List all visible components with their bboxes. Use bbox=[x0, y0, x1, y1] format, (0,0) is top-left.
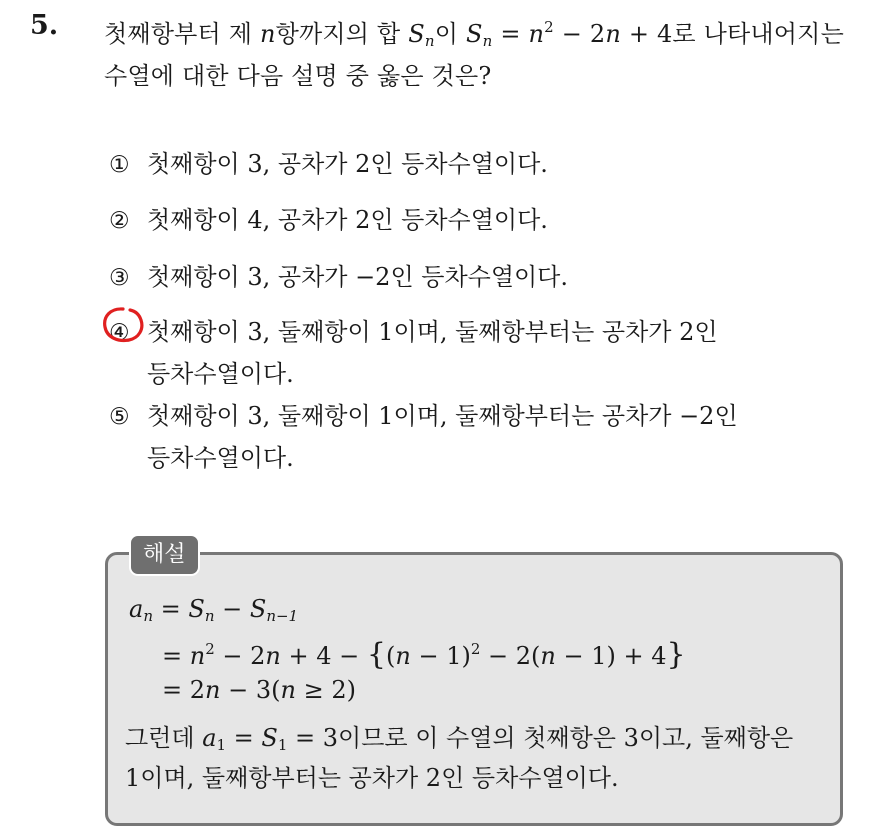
solution-text: = 3이므로 이 수열의 첫째항은 3이고, 둘째항은 bbox=[287, 724, 794, 752]
var-n: n bbox=[189, 642, 206, 670]
question-text-line-2: 수열에 대한 다음 설명 중 옳은 것은? bbox=[104, 62, 492, 90]
choice-text-continued: 등차수열이다. bbox=[147, 360, 294, 388]
var-n: n bbox=[205, 676, 221, 704]
question-text: + 4로 나타내어지는 bbox=[621, 20, 844, 48]
var-S: S bbox=[188, 595, 205, 623]
var-S: S bbox=[465, 20, 483, 48]
math-text: − 2( bbox=[480, 642, 541, 670]
subscript-n: n bbox=[204, 607, 215, 625]
math-text: − 3( bbox=[220, 676, 281, 704]
solution-math-line-2 bbox=[162, 637, 686, 672]
superscript: 2 bbox=[544, 18, 554, 36]
math-text: − 2 bbox=[214, 642, 266, 670]
var-n: n bbox=[540, 642, 556, 670]
solution-label: 해설 bbox=[129, 534, 200, 576]
choice-text: 첫째항이 3, 공차가 2인 등차수열이다. bbox=[147, 150, 548, 178]
minus-sign: − bbox=[214, 595, 250, 623]
choice-3[interactable] bbox=[109, 257, 568, 292]
subscript-n: n bbox=[424, 32, 435, 50]
solution-math-line-3 bbox=[162, 676, 356, 704]
solution-text-line-2: 1이며, 둘째항부터는 공차가 2인 등차수열이다. bbox=[125, 764, 619, 792]
var-a: a bbox=[129, 595, 144, 623]
var-n: n bbox=[280, 676, 296, 704]
equals-sign: = bbox=[492, 20, 529, 48]
var-a: a bbox=[202, 724, 217, 752]
choice-marker: ④ bbox=[109, 320, 130, 346]
answer-circle-icon bbox=[101, 305, 145, 345]
math-text: ≥ 2) bbox=[295, 676, 356, 704]
subscript-1: 1 bbox=[277, 736, 288, 754]
math-text: − 1) + 4 bbox=[555, 642, 667, 670]
var-n: n bbox=[605, 20, 621, 48]
left-brace: { bbox=[366, 637, 386, 672]
choice-text: 첫째항이 3, 둘째항이 1이며, 둘째항부터는 공차가 2인 bbox=[147, 318, 718, 346]
var-n: n bbox=[265, 642, 281, 670]
choice-5[interactable] bbox=[109, 396, 738, 472]
choice-text: 첫째항이 4, 공차가 2인 등차수열이다. bbox=[147, 206, 548, 234]
var-S: S bbox=[249, 595, 267, 623]
choice-text: 첫째항이 3, 둘째항이 1이며, 둘째항부터는 공차가 −2인 bbox=[147, 402, 738, 430]
subscript-n: n bbox=[482, 32, 493, 50]
question-text: 항까지의 합 bbox=[275, 20, 409, 48]
math-text: − 1) bbox=[410, 642, 471, 670]
right-brace: } bbox=[666, 637, 686, 672]
solution-text-line-1 bbox=[125, 718, 793, 754]
question-number: 5. bbox=[30, 10, 59, 41]
choice-2[interactable] bbox=[109, 200, 548, 235]
choice-text: 첫째항이 3, 공차가 −2인 등차수열이다. bbox=[147, 263, 568, 291]
subscript-n: n bbox=[143, 607, 153, 625]
superscript: 2 bbox=[470, 640, 481, 658]
math-text: = 2 bbox=[162, 676, 206, 704]
choice-marker: ③ bbox=[109, 265, 130, 291]
var-n: n bbox=[259, 20, 276, 48]
superscript: 2 bbox=[205, 640, 215, 658]
var-n: n bbox=[528, 20, 545, 48]
math-text: + 4 − bbox=[280, 642, 367, 670]
question-text: − 2 bbox=[553, 20, 606, 48]
question-text: 첫째항부터 제 bbox=[104, 20, 260, 48]
var-S: S bbox=[408, 20, 425, 48]
math-text: = bbox=[162, 642, 190, 670]
choice-1[interactable] bbox=[109, 144, 548, 179]
solution-math-line-1 bbox=[129, 595, 298, 625]
math-text: ( bbox=[385, 642, 396, 670]
choice-4[interactable] bbox=[109, 312, 718, 388]
choice-marker: ① bbox=[109, 152, 130, 178]
var-n: n bbox=[395, 642, 411, 670]
solution-text: 그런데 bbox=[125, 724, 203, 752]
question-text-line-1 bbox=[104, 14, 844, 50]
var-S: S bbox=[261, 724, 278, 752]
equals-sign: = bbox=[152, 595, 189, 623]
subscript-n-minus-1: n−1 bbox=[266, 607, 299, 625]
choice-marker: ⑤ bbox=[109, 404, 130, 430]
question-text: 이 bbox=[434, 20, 466, 48]
equals-sign: = bbox=[226, 724, 262, 752]
choice-text-continued: 등차수열이다. bbox=[147, 444, 294, 472]
choice-marker: ② bbox=[109, 208, 130, 234]
subscript-1: 1 bbox=[216, 736, 227, 754]
